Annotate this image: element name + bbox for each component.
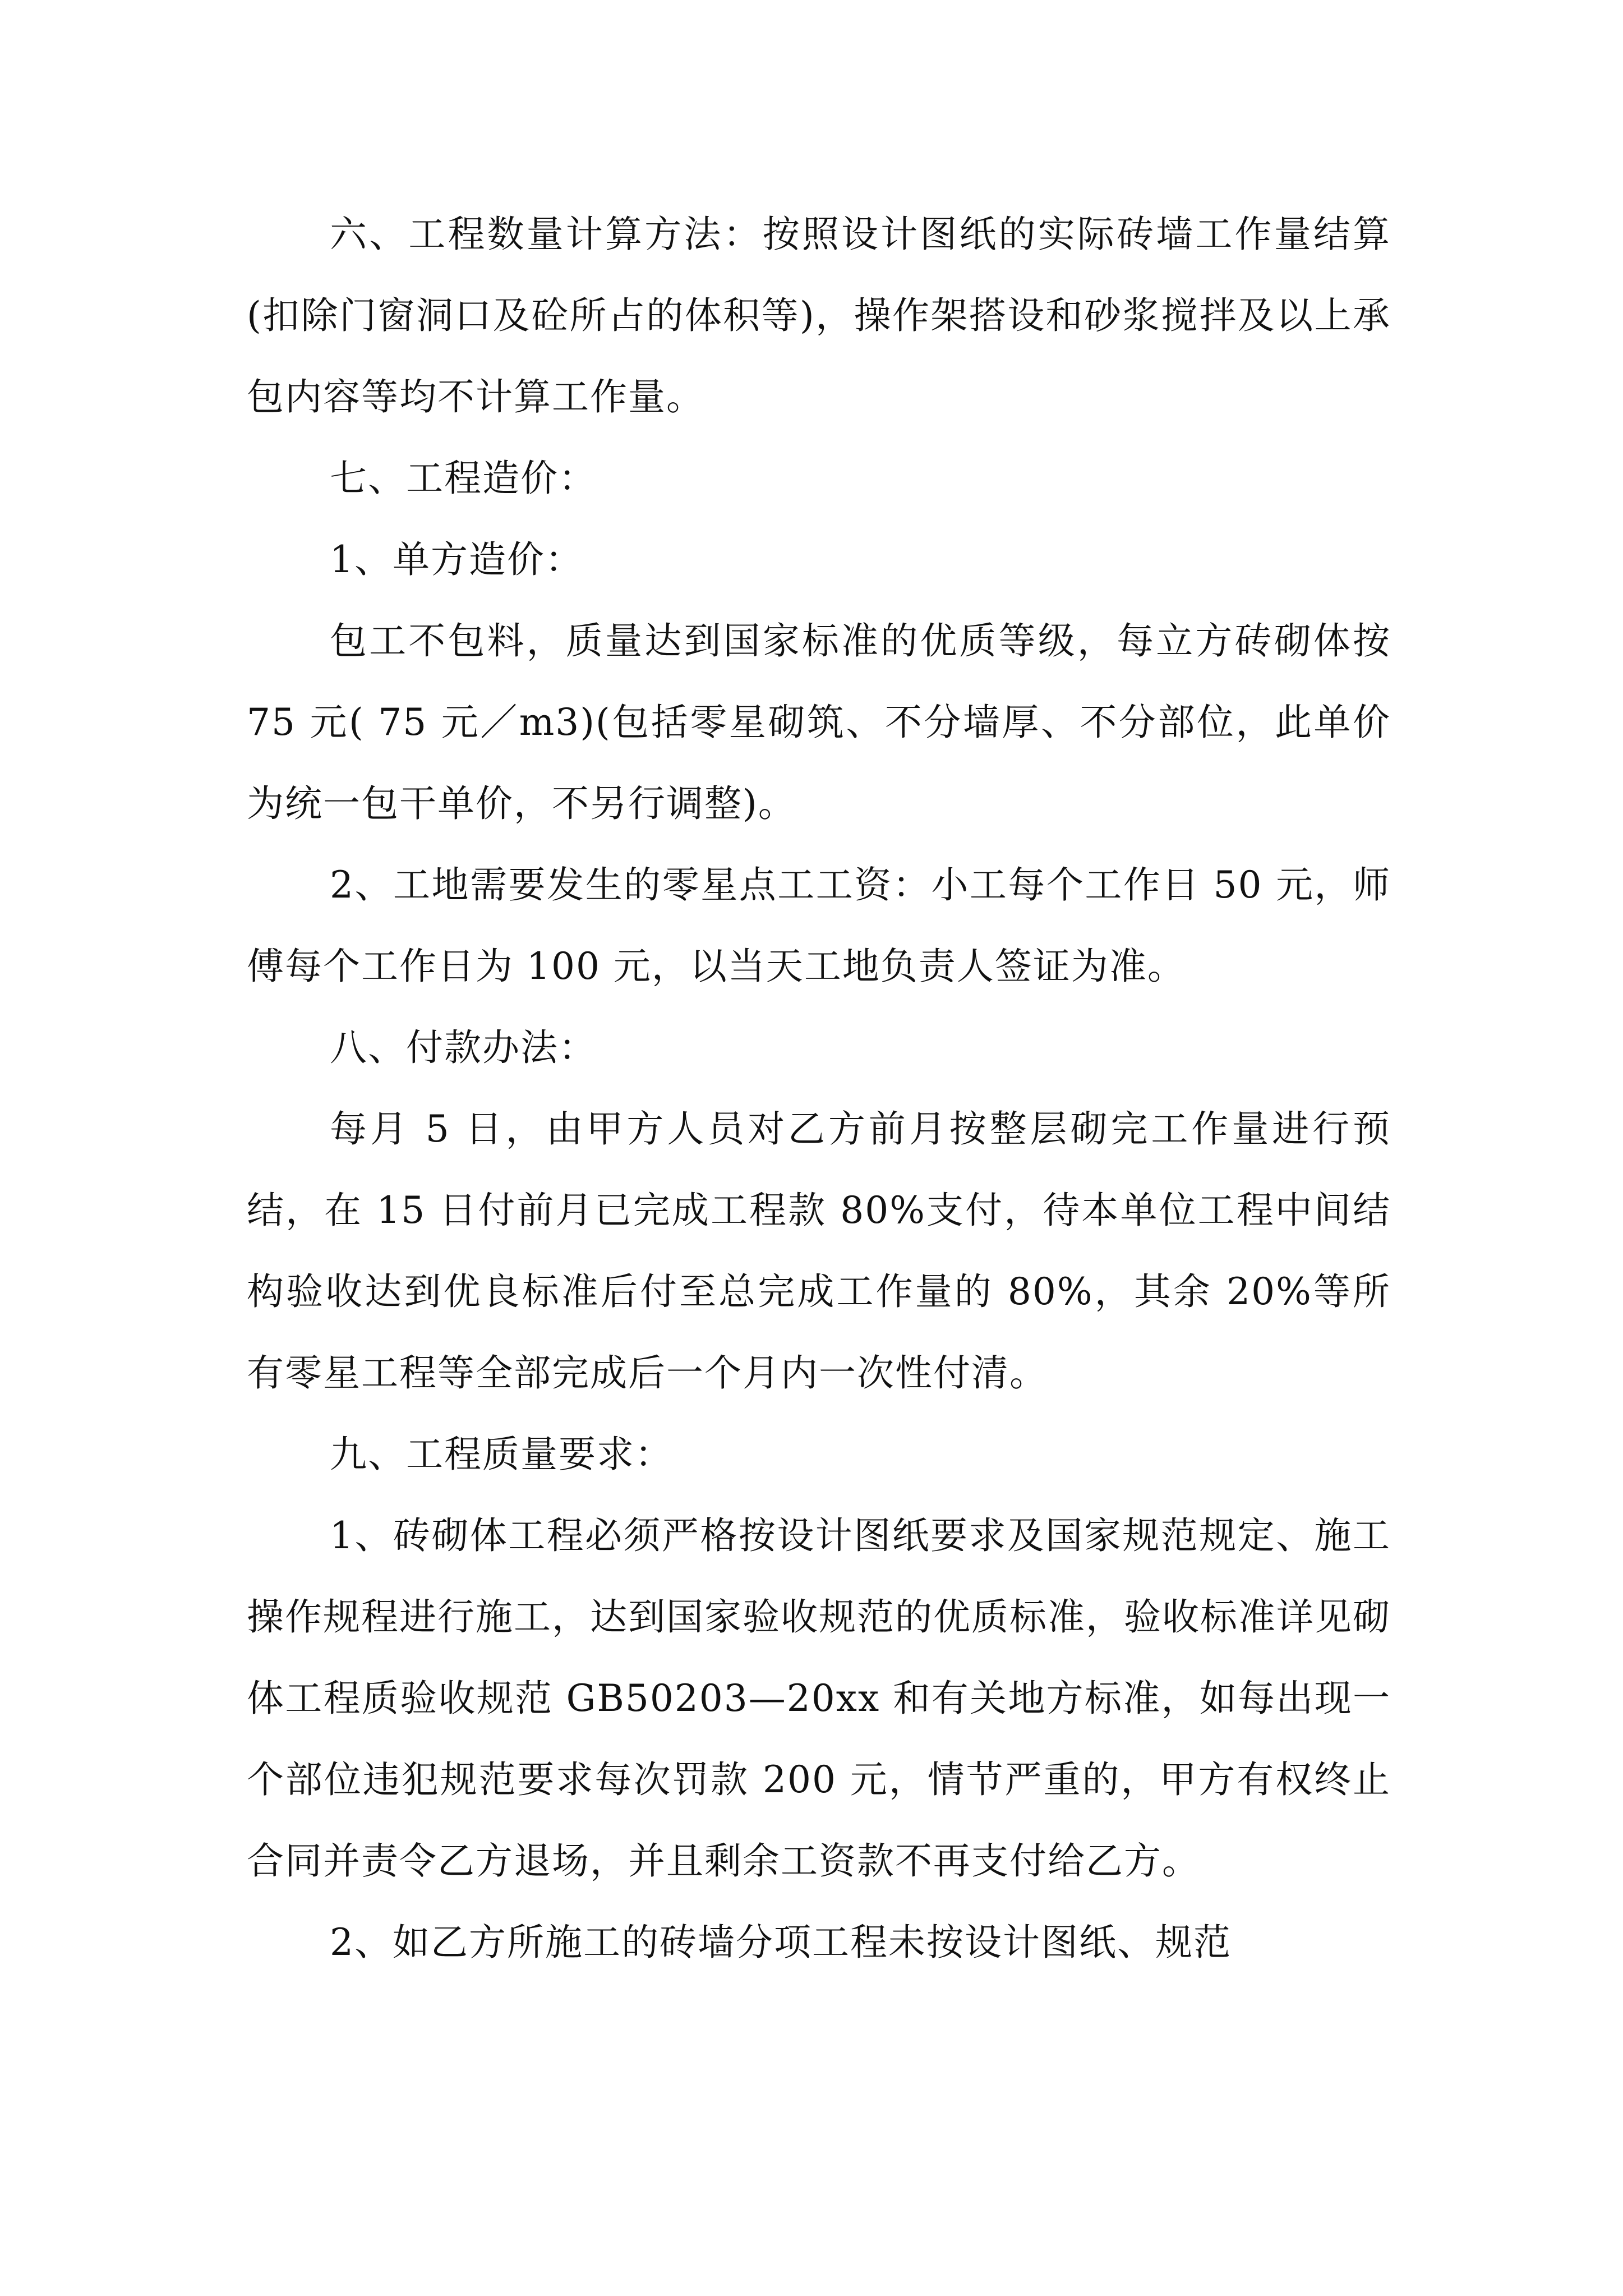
paragraph-payment-detail: 每月 5 日，由甲方人员对乙方前月按整层砌完工作量进行预结，在 15 日付前月已完成工程款 80%支付，待本单位工程中间结构验收达到优良标准后付至总完成工作量的 80%，其余 20%等所有零星工程等全部完成后一个月内一次性付清。	[247, 1107, 1391, 1395]
paragraph-quality-requirement-1: 1、砖砌体工程必须严格按设计图纸要求及国家规范规定、施工操作规程进行施工，达到国家验收规范的优质标准，验收标准详见砌体工程质验收规范 GB50203—20xx 和有关地方标准，如每出现一个部位违犯规范要求每次罚款 200 元，情节严重的，甲方有权终止合同并责令乙方退场，并且剩余工资款不再支付给乙方。	[247, 1514, 1391, 1883]
paragraph-section-9-heading: 九、工程质量要求：	[330, 1433, 673, 1476]
paragraph-unit-price-detail: 包工不包料，质量达到国家标准的优质等级，每立方砖砌体按 75 元( 75 元／m3)(包括零星砌筑、不分墙厚、不分部位，此单价为统一包干单价，不另行调整)。	[247, 619, 1391, 825]
paragraph-section-6-calculation: 六、工程数量计算方法：按照设计图纸的实际砖墙工作量结算(扣除门窗洞口及砼所占的体积等)，操作架搭设和砂浆搅拌及以上承包内容等均不计算工作量。	[247, 213, 1391, 418]
paragraph-unit-price-heading: 1、单方造价：	[330, 538, 583, 581]
paragraph-daily-wage: 2、工地需要发生的零星点工工资：小工每个工作日 50 元，师傅每个工作日为 100 元，以当天工地负责人签证为准。	[247, 863, 1391, 988]
document-body	[247, 194, 1391, 1983]
paragraph-section-8-heading: 八、付款办法：	[330, 1026, 597, 1069]
paragraph-section-7-heading: 七、工程造价：	[330, 457, 597, 500]
paragraph-quality-requirement-2: 2、如乙方所施工的砖墙分项工程未按设计图纸、规范	[330, 1921, 1232, 1964]
